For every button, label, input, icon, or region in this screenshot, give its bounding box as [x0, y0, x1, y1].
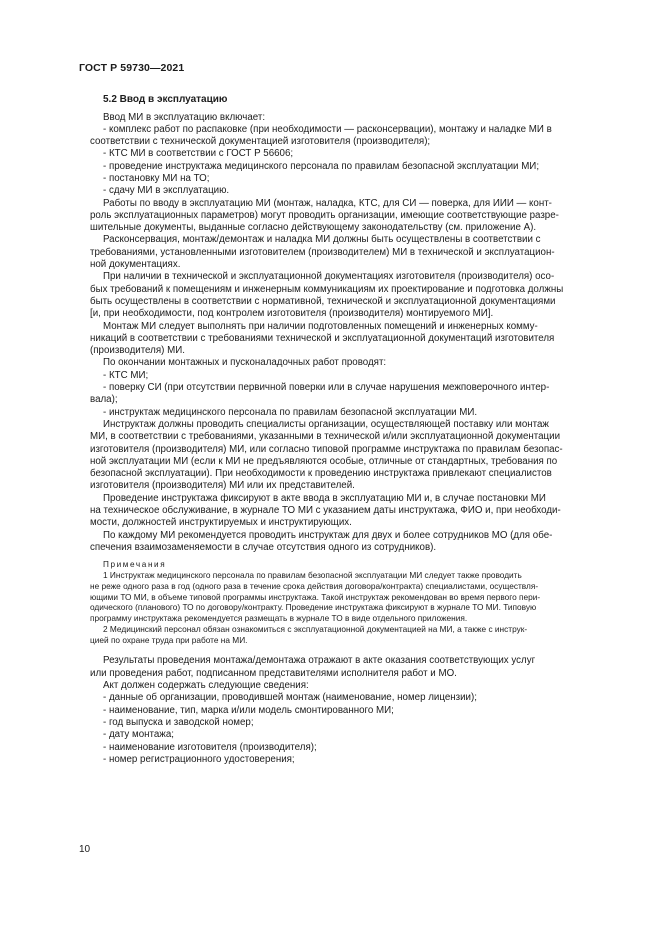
paragraph: Ввод МИ в эксплуатацию включает: [103, 111, 266, 123]
note-item: 1 Инструктаж медицинского персонала по правилам безопасной эксплуатации МИ следует также проводить не реже одного раза в год (одного раза в течение срока действия договора/контракта) специалистами, осуществля- ющими ТО МИ, в объеме типовой программы инструктажа. Такой инструктаж рекомендован во время первого пери- одического (планового) ТО по договору/контракту. Проведение инструктажа фиксируют в журнале ТО МИ. Типовую программу инструктажа рекомендуется размещать в журнале ТО в виде отдельного приложения. [90, 570, 541, 624]
paragraph: Проведение инструктажа фиксируют в акте ввода в эксплуатацию МИ и, в случае постановки МИ на техническое обслуживание, в журнале ТО МИ с указанием даты инструктажа, ФИО и, при необходи- мости, должностей инструктируемых и инструктирующих. [90, 492, 561, 529]
list-item: - наименование изготовителя (производителя); [103, 741, 317, 753]
act-section [90, 655, 605, 766]
paragraph: Расконсервация, монтаж/демонтаж и наладка МИ должны быть осуществлены в соответствии с требованиями, установленными изготовителем (производителем) МИ в технической и эксплуатацион- ной документациях. [90, 234, 555, 271]
paragraph: - комплекс работ по распаковке (при необходимости — расконсервации), монтажу и наладке МИ в соответствии с технической документацией изготовителя (производителя); [90, 123, 552, 148]
paragraph: - инструктаж медицинского персонала по правилам безопасной эксплуатации МИ. [103, 406, 478, 418]
page-number: 10 [79, 844, 91, 855]
notes-block [90, 559, 605, 645]
list-item: - наименование, тип, марка и/или модель смонтированного МИ; [103, 704, 394, 716]
paragraph: - поверку СИ (при отсутствии первичной поверки или в случае нарушения межповерочного интер- вала); [90, 382, 550, 406]
document-code: ГОСТ Р 59730—2021 [79, 62, 185, 74]
list-item: - номер регистрационного удостоверения; [103, 753, 295, 765]
paragraph: - КТС МИ; [103, 369, 149, 381]
paragraph: - сдачу МИ в эксплуатацию. [103, 185, 230, 197]
section-body [90, 112, 605, 555]
paragraph: По окончании монтажных и пусконаладочных работ проводят: [103, 357, 387, 369]
list-item: - данные об организации, проводившей монтаж (наименование, номер лицензии); [103, 692, 477, 704]
paragraph: Акт должен содержать следующие сведения: [103, 680, 309, 692]
paragraph: - постановку МИ на ТО; [103, 172, 210, 184]
list-item: - дату монтажа; [103, 729, 174, 741]
paragraph: Инструктаж должны проводить специалисты организации, осуществляющей поставку или монтаж МИ, в соответствии с требованиями, указанными в технической и/или эксплуатационной документации изготовителя (производителя) МИ, или согласно типовой программе инструктажа по правилам безопас- ной эксплуатации МИ (если к МИ не предъявляются особые, отличные от стандартных, требования по безопасной эксплуатации). При необходимости к проведению инструктажа привлекают специалистов изготовителя (производителя) МИ или их представителей. [90, 418, 563, 492]
paragraph: При наличии в технической и эксплуатационной документациях изготовителя (производителя) осо- бых требований к помещениям и инженерным коммуникациям их проектирование и подготовка должны быть осуществлены в соответствии с нормативной, технической и эксплуатационной документациями [и, при необходимости, под контролем изготовителя (производителя) монтируемого МИ]. [90, 271, 564, 320]
page-content [90, 94, 605, 766]
paragraph: - проведение инструктажа медицинского персонала по правилам безопасной эксплуатации МИ; [103, 160, 540, 172]
paragraph: - КТС МИ в соответствии с ГОСТ Р 56606; [103, 148, 294, 160]
notes-title: Примечания [103, 560, 167, 570]
note-item: 2 Медицинский персонал обязан ознакомиться с эксплуатационной документацией на МИ, а также с инструк- цией по охране труда при работе на МИ. [90, 623, 528, 645]
paragraph: Работы по вводу в эксплуатацию МИ (монтаж, наладка, КТС, для СИ — поверка, для ИИИ — конт- роль эксплуатационных параметров) могут проводить организации, имеющие соответствующие разре- шительные документы, выданные согласно действующему законодательству (см. приложение А). [90, 197, 559, 234]
paragraph: Результаты проведения монтажа/демонтажа отражают в акте оказания соответствующих услуг или проведения работ, подписанном представителями исполнителя работ и МО. [90, 655, 536, 679]
paragraph: По каждому МИ рекомендуется проводить инструктаж для двух и более сотрудников МО (для обе- спечения взаимозаменяемости в случае отсутствия одного из сотрудников). [90, 529, 553, 553]
paragraph: Монтаж МИ следует выполнять при наличии подготовленных помещений и инженерных комму- никаций в соответствии с требованиями технической и эксплуатационной документаций изготовителя (производителя) МИ. [90, 320, 555, 357]
list-item: - год выпуска и заводской номер; [103, 716, 254, 728]
section-title: 5.2 Ввод в эксплуатацию [103, 94, 228, 105]
